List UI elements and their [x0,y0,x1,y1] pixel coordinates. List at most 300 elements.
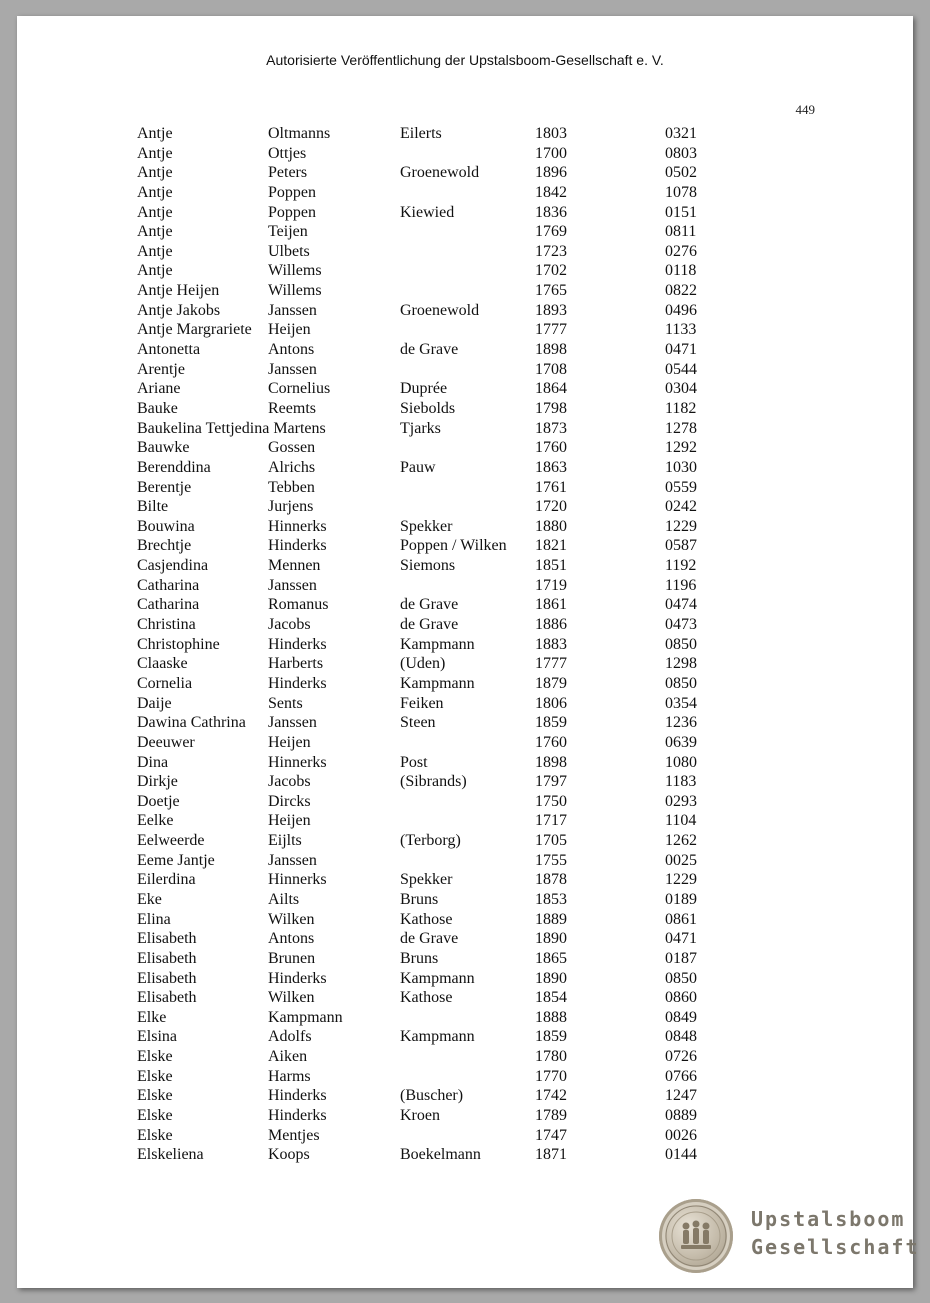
surname-cell: Bruns [400,949,439,967]
patronym-cell: Janssen [268,360,317,378]
first-name-cell: Eelweerde [137,832,205,850]
year-cell: 1770 [535,1067,567,1085]
patronym-cell: Alrichs [268,458,316,476]
patronym-cell: Hinnerks [268,871,327,889]
record-number-cell: 0496 [665,301,697,319]
logo-wordmark [751,1205,920,1261]
year-cell: 1700 [535,144,567,162]
table-row [137,694,757,714]
logo-line-1: Upstalsboom [751,1207,906,1231]
patronym-cell: Heijen [268,733,311,751]
page-header: Autorisierte Veröffentlichung der Upstalsboom-Gesellschaft e. V. [266,52,664,68]
patronym-cell: Teijen [268,223,308,241]
first-name-cell: Elisabeth [137,989,197,1007]
patronym-cell: Heijen [268,812,311,830]
table-row [137,792,757,812]
table-row [137,163,757,183]
first-name-cell: Cornelia [137,674,193,692]
table-row [137,1106,757,1126]
first-name-cell: Elske [137,1126,173,1144]
table-row [137,929,757,949]
year-cell: 1747 [535,1126,567,1144]
page-number: 449 [795,102,815,117]
year-cell: 1723 [535,242,567,260]
record-number-cell: 1030 [665,458,697,476]
surname-cell: (Buscher) [400,1087,464,1105]
first-name-cell: Eelke [137,812,174,830]
record-number-cell: 0151 [665,203,697,221]
table-row [137,1047,757,1067]
record-number-cell: 0026 [665,1126,697,1144]
surname-cell: Steen [400,714,436,732]
table-row [137,733,757,753]
patronym-cell: Brunen [268,949,316,967]
table-row [137,438,757,458]
first-name-cell: Elske [137,1087,173,1105]
surname-cell: (Uden) [400,655,446,673]
patronym-cell: Hinnerks [268,517,327,535]
year-cell: 1888 [535,1008,567,1026]
first-name-cell: Antje Margrariete [137,321,252,339]
record-number-cell: 1298 [665,655,697,673]
first-name-cell: Casjendina [137,557,209,575]
record-number-cell: 1247 [665,1087,697,1105]
surname-cell: Poppen / Wilken [400,537,507,555]
surname-cell: Groenewold [400,301,480,319]
first-name-cell: Antje [137,203,173,221]
first-name-cell: Antje Jakobs [137,301,221,319]
surname-cell: Kampmann [400,969,475,987]
first-name-cell: Arentje [137,360,185,378]
first-name-cell: Antje [137,262,173,280]
table-row [137,713,757,733]
first-name-cell: Claaske [137,655,188,673]
surname-cell: Kathose [400,910,453,928]
register-list [137,124,757,1165]
first-name-cell: Antje [137,164,173,182]
patronym-cell: Janssen [268,301,317,319]
first-name-cell: Doetje [137,792,180,810]
year-cell: 1806 [535,694,567,712]
patronym-cell: Hinnerks [268,753,327,771]
first-name-cell: Elskeliena [137,1146,204,1164]
year-cell: 1708 [535,360,567,378]
year-cell: 1842 [535,183,567,201]
year-cell: 1890 [535,930,567,948]
record-number-cell: 1182 [665,399,697,417]
patronym-cell: Adolfs [268,1028,312,1046]
year-cell: 1851 [535,557,567,575]
year-cell: 1760 [535,439,567,457]
first-name-cell: Antje [137,144,173,162]
table-row [137,242,757,262]
document-page [17,16,920,1288]
table-row [137,478,757,498]
year-cell: 1890 [535,969,567,987]
year-cell: 1705 [535,832,567,850]
surname-cell: de Grave [400,616,459,634]
table-row [137,615,757,635]
year-cell: 1821 [535,537,567,555]
table-row [137,261,757,281]
table-row [137,851,757,871]
table-row [137,517,757,537]
patronym-cell: Oltmanns [268,125,331,142]
record-number-cell: 0471 [665,341,697,359]
table-row [137,144,757,164]
patronym-cell: Hinderks [268,537,327,555]
first-name-cell: Dina [137,753,169,771]
first-name-cell: Antje [137,125,173,142]
year-cell: 1878 [535,871,567,889]
table-row [137,772,757,792]
society-logo [659,1199,920,1275]
table-row [137,419,757,439]
record-number-cell: 0803 [665,144,697,162]
surname-cell: Kampmann [400,635,475,653]
patronym-cell: Wilken [268,910,315,928]
record-number-cell: 0502 [665,164,697,182]
patronym-cell: Hinderks [268,674,327,692]
table-row [137,949,757,969]
first-name-cell: Antje [137,183,173,201]
first-name-cell: Deeuwer [137,733,195,751]
record-number-cell: 0861 [665,910,697,928]
table-row [137,910,757,930]
patronym-cell: Mennen [268,557,321,575]
year-cell: 1777 [535,321,567,339]
patronym-cell: Willems [268,282,322,300]
record-number-cell: 0473 [665,616,697,634]
record-number-cell: 0025 [665,851,697,869]
first-name-cell: Ariane [137,380,181,398]
record-number-cell: 0860 [665,989,697,1007]
patronym-cell: Janssen [268,714,317,732]
first-name-cell: Christina [137,616,196,634]
table-row [137,183,757,203]
table-row [137,1027,757,1047]
patronym-cell: Janssen [268,576,317,594]
year-cell: 1777 [535,655,567,673]
record-number-cell: 0850 [665,674,697,692]
patronym-cell: Ulbets [268,242,310,260]
year-cell: 1702 [535,262,567,280]
record-number-cell: 0850 [665,635,697,653]
surname-cell: Kiewied [400,203,455,221]
record-number-cell: 0544 [665,360,697,378]
year-cell: 1797 [535,773,567,791]
patronym-cell: Hinderks [268,635,327,653]
record-number-cell: 0242 [665,498,697,516]
patronym-cell: Hinderks [268,969,327,987]
patronym-cell: Koops [268,1146,310,1164]
year-cell: 1893 [535,301,567,319]
patronym-cell: Gossen [268,439,316,457]
first-name-cell: Christophine [137,635,220,653]
patronym-cell: Romanus [268,596,329,614]
record-number-cell: 0293 [665,792,697,810]
record-number-cell: 0559 [665,478,697,496]
year-cell: 1865 [535,949,567,967]
first-name-cell: Bouwina [137,517,195,535]
year-cell: 1761 [535,478,567,496]
table-row [137,969,757,989]
patronym-cell: Aiken [268,1048,308,1066]
patronym-cell: Willems [268,262,322,280]
year-cell: 1803 [535,125,567,142]
first-name-cell: Catharina [137,596,200,614]
year-cell: 1859 [535,1028,567,1046]
record-number-cell: 0850 [665,969,697,987]
patronym-cell: Antons [268,930,315,948]
record-number-cell: 0189 [665,890,697,908]
table-row [137,301,757,321]
year-cell: 1780 [535,1048,567,1066]
first-name-cell: Elske [137,1107,173,1125]
year-cell: 1798 [535,399,567,417]
table-row [137,890,757,910]
patronym-cell: Antons [268,341,315,359]
patronym-cell: Cornelius [268,380,331,398]
surname-cell: Post [400,753,428,771]
year-cell: 1880 [535,517,567,535]
first-name-cell: Elina [137,910,171,928]
surname-cell: (Sibrands) [400,773,467,791]
surname-cell: Kroen [400,1107,440,1125]
record-number-cell: 0587 [665,537,697,555]
first-name-cell: Elisabeth [137,930,197,948]
year-cell: 1755 [535,851,567,869]
patronym-cell: Harms [268,1067,311,1085]
table-row [137,379,757,399]
record-number-cell: 1292 [665,439,697,457]
patronym-cell: Peters [268,164,308,182]
year-cell: 1864 [535,380,567,398]
first-name-cell: Elsina [137,1028,177,1046]
surname-cell: de Grave [400,596,459,614]
table-row [137,458,757,478]
first-name-cell: Antje [137,223,173,241]
patronym-cell: Harberts [268,655,324,673]
year-cell: 1879 [535,674,567,692]
first-name-cell: Bilte [137,498,169,516]
record-number-cell: 1078 [665,183,697,201]
surname-cell: de Grave [400,341,459,359]
table-row [137,595,757,615]
year-cell: 1861 [535,596,567,614]
first-name-cell: Brechtje [137,537,192,555]
record-number-cell: 0354 [665,694,697,712]
surname-cell: Tjarks [400,419,441,437]
record-number-cell: 0144 [665,1146,697,1164]
table-row [137,497,757,517]
year-cell: 1859 [535,714,567,732]
record-number-cell: 0276 [665,242,697,260]
record-number-cell: 0822 [665,282,697,300]
record-number-cell: 1236 [665,714,697,732]
surname-cell: Feiken [400,694,444,712]
patronym-cell: Poppen [268,183,316,201]
patronym-cell: Sents [268,694,303,712]
record-number-cell: 0889 [665,1107,697,1125]
table-row [137,320,757,340]
first-name-cell: Eeme Jantje [137,851,215,869]
record-number-cell: 0474 [665,596,697,614]
table-row [137,831,757,851]
record-number-cell: 0848 [665,1028,697,1046]
first-name-cell: Elske [137,1067,173,1085]
table-row [137,536,757,556]
first-name-cell: Eilerdina [137,871,196,889]
record-number-cell: 1183 [665,773,697,791]
patronym-cell: Tebben [268,478,315,496]
first-name-cell: Daije [137,694,172,712]
record-number-cell: 0471 [665,930,697,948]
record-number-cell: 0187 [665,949,697,967]
seal-icon [659,1199,733,1273]
record-number-cell: 0118 [665,262,697,280]
year-cell: 1719 [535,576,567,594]
year-cell: 1898 [535,341,567,359]
table-row [137,360,757,380]
first-name-cell: Antonetta [137,341,201,359]
patronym-cell: Jacobs [268,773,311,791]
patronym-cell: Eijlts [268,832,302,850]
surname-cell: de Grave [400,930,459,948]
record-number-cell: 0726 [665,1048,697,1066]
year-cell: 1873 [535,419,567,437]
record-number-cell: 0304 [665,380,697,398]
first-name-cell: Elisabeth [137,969,197,987]
patronym-cell: Jacobs [268,616,311,634]
record-number-cell: 0639 [665,733,697,751]
year-cell: 1742 [535,1087,567,1105]
year-cell: 1889 [535,910,567,928]
year-cell: 1896 [535,164,567,182]
record-number-cell: 1133 [665,321,697,339]
first-name-cell: Dirkje [137,773,178,791]
year-cell: 1853 [535,890,567,908]
first-name-cell: Baukelina Tettjedina Martens [137,419,326,437]
surname-cell: (Terborg) [400,832,461,850]
record-number-cell: 1104 [665,812,697,830]
year-cell: 1750 [535,792,567,810]
year-cell: 1886 [535,616,567,634]
patronym-cell: Ailts [268,890,300,908]
patronym-cell: Heijen [268,321,311,339]
surname-cell: Spekker [400,517,453,535]
first-name-cell: Elske [137,1048,173,1066]
patronym-cell: Mentjes [268,1126,320,1144]
logo-line-2: Gesellschaft [751,1235,920,1259]
first-name-cell: Eke [137,890,162,908]
surname-cell: Boekelmann [400,1146,481,1164]
record-number-cell: 1080 [665,753,697,771]
record-number-cell: 0321 [665,125,697,142]
patronym-cell: Janssen [268,851,317,869]
first-name-cell: Antje Heijen [137,282,220,300]
first-name-cell: Elke [137,1008,167,1026]
patronym-cell: Reemts [268,399,316,417]
surname-cell: Kampmann [400,1028,475,1046]
first-name-cell: Bauwke [137,439,190,457]
table-row [137,988,757,1008]
record-number-cell: 0766 [665,1067,697,1085]
year-cell: 1789 [535,1107,567,1125]
record-number-cell: 1262 [665,832,697,850]
table-row [137,576,757,596]
table-row [137,635,757,655]
table-row [137,340,757,360]
table-row [137,203,757,223]
patronym-cell: Ottjes [268,144,307,162]
table-row [137,399,757,419]
surname-cell: Kathose [400,989,453,1007]
patronym-cell: Dircks [268,792,311,810]
table-row [137,1067,757,1087]
table-row [137,1086,757,1106]
surname-cell: Kampmann [400,674,475,692]
record-number-cell: 0811 [665,223,697,241]
surname-cell: Bruns [400,890,439,908]
record-number-cell: 1278 [665,419,697,437]
table-row [137,870,757,890]
first-name-cell: Dawina Cathrina [137,714,246,732]
surname-cell: Siebolds [400,399,456,417]
record-number-cell: 0849 [665,1008,697,1026]
year-cell: 1765 [535,282,567,300]
table-row [137,654,757,674]
table-row [137,674,757,694]
surname-cell: Groenewold [400,164,480,182]
year-cell: 1760 [535,733,567,751]
patronym-cell: Jurjens [268,498,314,516]
first-name-cell: Berentje [137,478,192,496]
record-number-cell: 1229 [665,871,697,889]
year-cell: 1720 [535,498,567,516]
surname-cell: Eilerts [400,125,442,142]
year-cell: 1871 [535,1146,567,1164]
year-cell: 1717 [535,812,567,830]
patronym-cell: Hinderks [268,1087,327,1105]
first-name-cell: Bauke [137,399,178,417]
table-row [137,281,757,301]
table-row [137,811,757,831]
table-row [137,1008,757,1028]
surname-cell: Siemons [400,557,456,575]
patronym-cell: Hinderks [268,1107,327,1125]
table-row [137,556,757,576]
record-number-cell: 1192 [665,557,697,575]
patronym-cell: Poppen [268,203,316,221]
table-row [137,222,757,242]
year-cell: 1836 [535,203,567,221]
year-cell: 1898 [535,753,567,771]
table-row [137,753,757,773]
first-name-cell: Catharina [137,576,200,594]
year-cell: 1883 [535,635,567,653]
year-cell: 1854 [535,989,567,1007]
record-number-cell: 1229 [665,517,697,535]
table-row [137,124,757,144]
table-row [137,1126,757,1146]
first-name-cell: Antje [137,242,173,260]
surname-cell: Spekker [400,871,453,889]
first-name-cell: Berenddina [137,458,211,476]
year-cell: 1863 [535,458,567,476]
patronym-cell: Kampmann [268,1008,343,1026]
surname-cell: Duprée [400,380,448,398]
